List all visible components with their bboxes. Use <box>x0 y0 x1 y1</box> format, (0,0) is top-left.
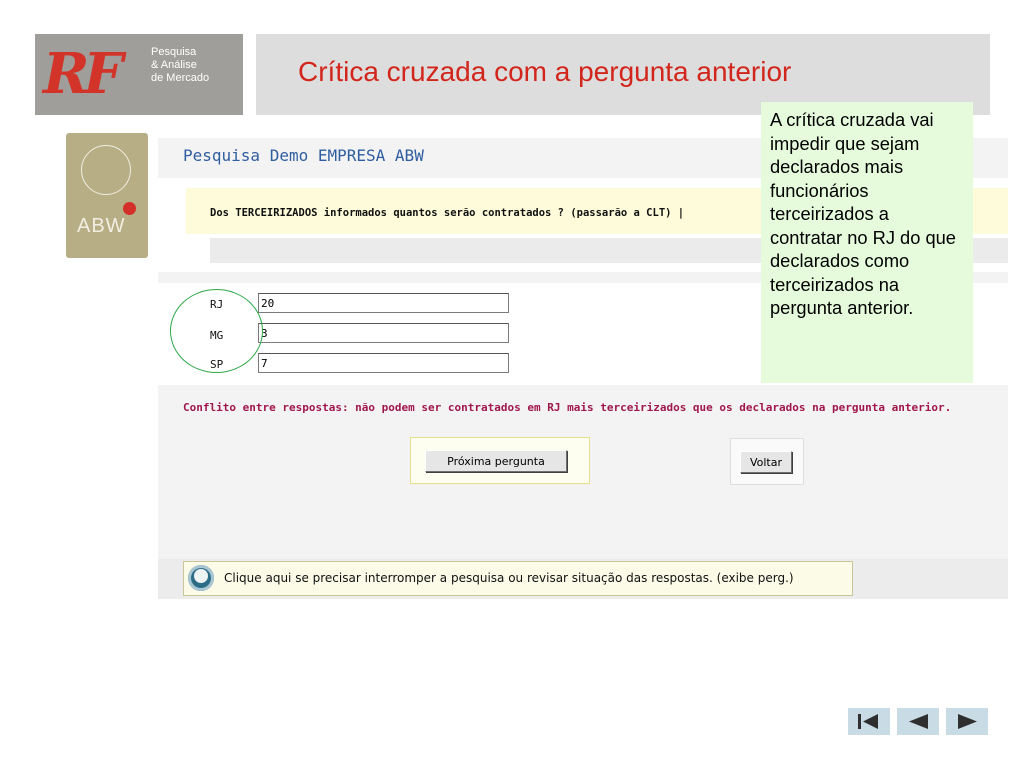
rf-logo-subtitle <box>151 46 241 85</box>
highlight-ellipse <box>170 289 263 373</box>
field-input-sp[interactable] <box>258 353 509 373</box>
abw-logo <box>66 133 148 258</box>
slide-title: Crítica cruzada com a pergunta anterior <box>298 56 792 87</box>
rf-logo-line3: de Mercado <box>151 72 210 84</box>
field-label-rj: RJ <box>210 298 224 311</box>
help-link-text[interactable]: Clique aqui se precisar interromper a pesquisa ou revisar situação das respostas. (exibe perg.) <box>224 571 794 585</box>
first-page-icon <box>848 708 890 735</box>
previous-arrow-icon <box>897 708 939 735</box>
annotation-note: A crítica cruzada vai impedir que sejam declarados mais funcionários terceirizados a contratar no RJ do que declarados como terceirizados na pergunta anterior. <box>761 102 973 383</box>
conflict-message: Conflito entre respostas: não podem ser contratados em RJ mais terceirizados que os declarados na pergunta anterior. <box>183 401 952 414</box>
rf-logo <box>35 34 243 115</box>
field-input-mg[interactable] <box>258 323 509 343</box>
help-icon[interactable] <box>188 565 214 591</box>
rf-logo-line1: Pesquisa <box>151 46 197 58</box>
question-text: Dos TERCEIRIZADOS informados quantos serão contratados ? (passarão a CLT) | <box>210 207 685 219</box>
rf-logo-line2: & Análise <box>151 59 197 71</box>
back-button-frame <box>730 438 804 485</box>
field-label-sp: SP <box>210 358 224 371</box>
back-button[interactable]: Voltar <box>740 451 792 473</box>
next-button-frame <box>410 437 590 484</box>
field-input-rj[interactable] <box>258 293 509 313</box>
field-label-mg: MG <box>210 329 224 342</box>
next-arrow-icon <box>946 708 988 735</box>
next-question-button[interactable]: Próxima pergunta <box>425 450 567 472</box>
first-slide-button[interactable] <box>848 708 890 735</box>
abw-logo-dot <box>123 202 136 215</box>
previous-slide-button[interactable] <box>897 708 939 735</box>
rf-logo-mark: RF <box>43 41 118 107</box>
abw-logo-text: ABW <box>77 215 126 237</box>
next-slide-button[interactable] <box>946 708 988 735</box>
survey-title: Pesquisa Demo EMPRESA ABW <box>183 146 424 165</box>
abw-logo-circle <box>81 145 131 195</box>
